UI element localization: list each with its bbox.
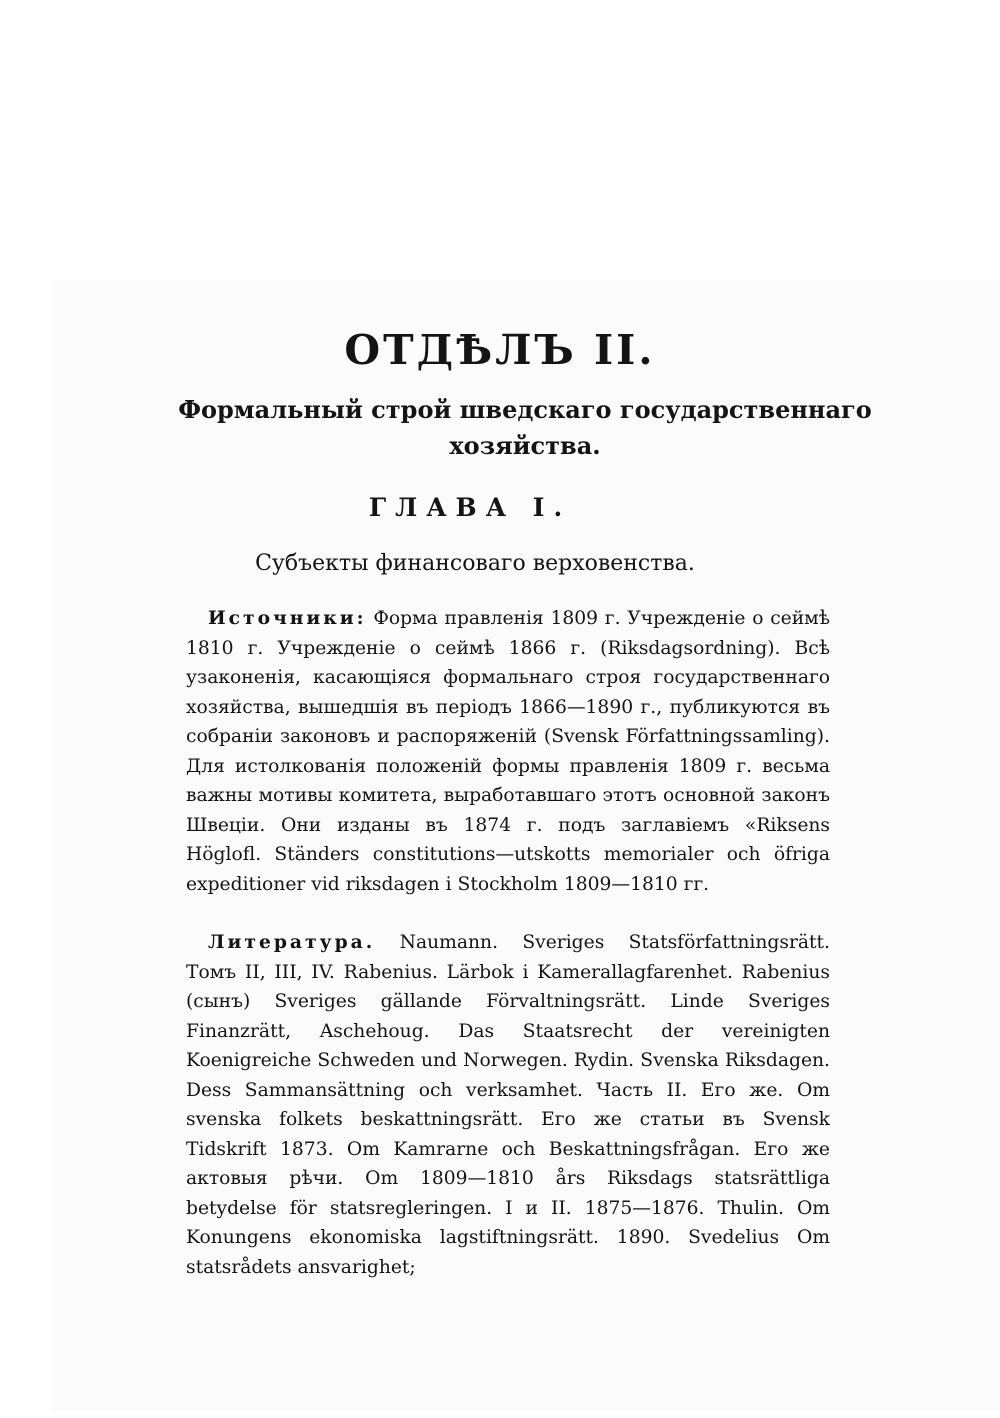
sources-text: Форма правленія 1809 г. Учрежденіе о сеймѣ 1810 г. Учрежденіе о сеймѣ 1866 г. (Riksdagsordning). Всѣ узаконенія, касающіяся формальнаго строя государственнаго хозяйства, вышедшія въ періодъ 1866—1890 г., публикуются въ собраніи законовъ и распоряженій (Svensk Författningssamling). Для истолкованія положеній формы правленія 1809 г. весьма важны мотивы комитета, выработавшаго этотъ основной законъ Швеціи. Они изданы въ 1874 г. подъ заглавіемъ «Riksens Höglofl. Ständers constitutions—utskotts memorialer och öfriga expeditioner vid riksdagen i Stockholm 1809—1810 гг. <box>186 608 830 895</box>
literature-text: Naumann. Sveriges Statsförfattningsrätt. Томъ II, III, IV. Rabenius. Lärbok i Kamerallagfarenhet. Rabenius (сынъ) Sveriges gällande Förvaltningsrätt. Linde Sveriges Finanzrätt, Aschehoug. Das Staatsrecht der vereinigten Koenigreiche Schweden und Norwegen. Rydin. Svenska Riksdagen. Dess Sammansättning och verksamhet. Часть II. Его же. Om svenska folkets beskattningsrätt. Его же статьи въ Svensk Tidskrift 1873. Om Kamrarne och Beskattningsfrågan. Его же актовыя рѣчи. Om 1809—1810 års Riksdags statsrättliga betydelse för statsregleringen. I и II. 1875—1876. Thulin. Om Konungens ekonomiska lagstiftningsrätt. 1890. Svedelius Om statsrådets ansvarighet; <box>186 932 830 1278</box>
chapter-heading: ГЛАВА I. <box>368 493 572 522</box>
sources-paragraph <box>186 604 830 899</box>
section-subtitle: Формальный строй шведскаго государственнаго хозяйства. <box>178 395 872 460</box>
literature-paragraph <box>186 928 830 1282</box>
chapter-title: Субъекты финансоваго верховенства. <box>255 551 695 576</box>
sources-lead: Источники: <box>208 607 367 629</box>
section-title: ОТДѢЛЪ II. <box>344 326 656 374</box>
literature-lead: Литература. <box>208 931 376 953</box>
